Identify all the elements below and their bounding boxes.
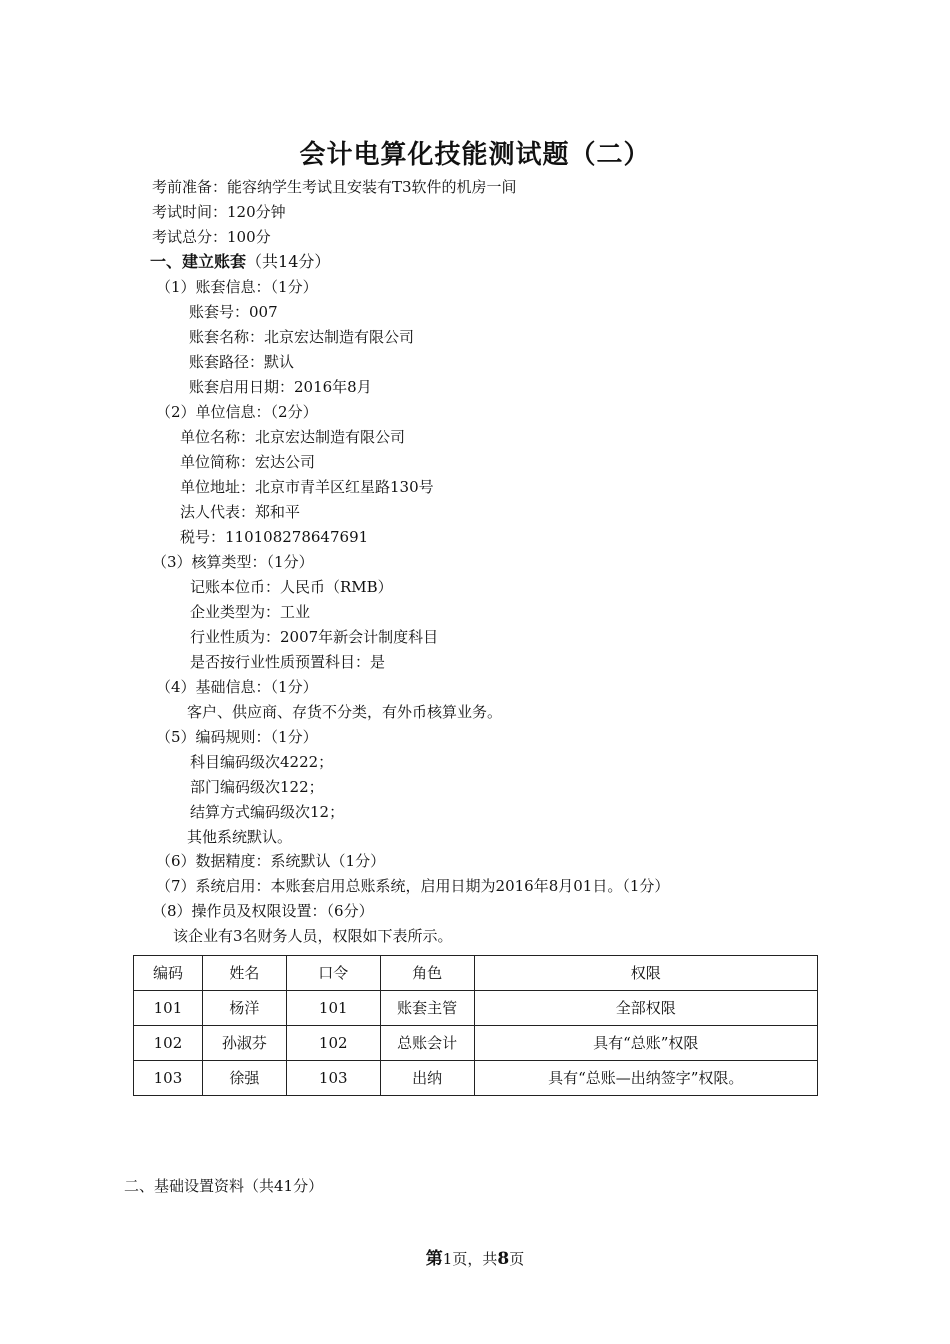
header-code: 编码 [134,956,203,991]
cell-name: 孙淑芬 [202,1026,286,1061]
data-precision: （6）数据精度：系统默认（1分） [156,852,386,870]
section1-heading-bold: 一、建立账套 [150,252,247,271]
department-coding-level: 部门编码级次122； [190,778,324,796]
operators-heading: （8）操作员及权限设置：（6分） [152,902,374,920]
footer-total: 8 [497,1249,510,1269]
cell-name: 徐强 [202,1061,286,1096]
cell-role: 总账会计 [380,1026,474,1061]
basic-info-text: 客户、供应商、存货不分类，有外币核算业务。 [187,703,503,721]
unit-name: 单位名称：北京宏达制造有限公司 [180,428,406,446]
account-name: 账套名称：北京宏达制造有限公司 [189,328,415,346]
account-start-date: 账套启用日期：2016年8月 [189,378,372,396]
footer-post: 页 [509,1250,525,1268]
header-role: 角色 [380,956,474,991]
section2-heading: 二、基础设置资料（共41分） [124,1177,324,1195]
cell-password: 101 [286,991,380,1026]
footer-mid: 页，共 [452,1250,498,1268]
table-row [134,991,818,1026]
cell-permission: 具有“总账”权限 [474,1026,817,1061]
section1-heading-rest: （共14分） [246,252,331,271]
coding-rules-heading: （5）编码规则：（1分） [156,728,318,746]
intro-prep: 考前准备：能容纳学生考试且安装有T3软件的机房一间 [152,178,517,196]
account-info-heading: （1）账套信息：（1分） [156,278,318,296]
base-currency: 记账本位币：人民币（RMB） [190,578,393,596]
unit-info-heading: （2）单位信息：（2分） [156,403,318,421]
cell-role: 出纳 [380,1061,474,1096]
account-path: 账套路径：默认 [189,353,295,371]
cell-password: 102 [286,1026,380,1061]
preset-accounts: 是否按行业性质预置科目：是 [190,653,386,671]
cell-permission: 具有“总账—出纳签字”权限。 [474,1061,817,1096]
tax-number: 税号：110108278647691 [180,528,369,546]
legal-representative: 法人代表：郑和平 [180,503,301,521]
cell-code: 101 [134,991,203,1026]
table-row [134,1026,818,1061]
footer-page: 1 [442,1250,453,1268]
accounting-type-heading: （3）核算类型：（1分） [152,553,314,571]
basic-info-heading: （4）基础信息：（1分） [156,678,318,696]
page-title: 会计电算化技能测试题（二） [299,140,651,170]
settlement-coding-level: 结算方式编码级次12； [190,803,345,821]
cell-code: 102 [134,1026,203,1061]
table-header-row [134,956,818,991]
unit-address: 单位地址：北京市青羊区红星路130号 [180,478,434,496]
header-password: 口令 [286,956,380,991]
cell-permission: 全部权限 [474,991,817,1026]
intro-score: 考试总分：100分 [152,228,271,246]
industry-type: 行业性质为：2007年新会计制度科目 [190,628,439,646]
header-name: 姓名 [202,956,286,991]
page-footer [0,1244,950,1269]
cell-role: 账套主管 [380,991,474,1026]
header-permission: 权限 [474,956,817,991]
enterprise-type: 企业类型为：工业 [190,603,311,621]
intro-time: 考试时间：120分钟 [152,203,286,221]
table-row [134,1061,818,1096]
footer-pre: 第 [425,1249,443,1269]
other-default: 其他系统默认。 [187,828,293,846]
permissions-table [133,955,818,1096]
operators-description: 该企业有3名财务人员，权限如下表所示。 [173,927,453,945]
cell-name: 杨洋 [202,991,286,1026]
section1-heading [150,252,330,272]
system-enable: （7）系统启用：本账套启用总账系统，启用日期为2016年8月01日。（1分） [156,877,670,895]
unit-short-name: 单位简称：宏达公司 [180,453,316,471]
subject-coding-level: 科目编码级次4222； [190,753,334,771]
account-number: 账套号：007 [189,303,278,321]
cell-code: 103 [134,1061,203,1096]
cell-password: 103 [286,1061,380,1096]
